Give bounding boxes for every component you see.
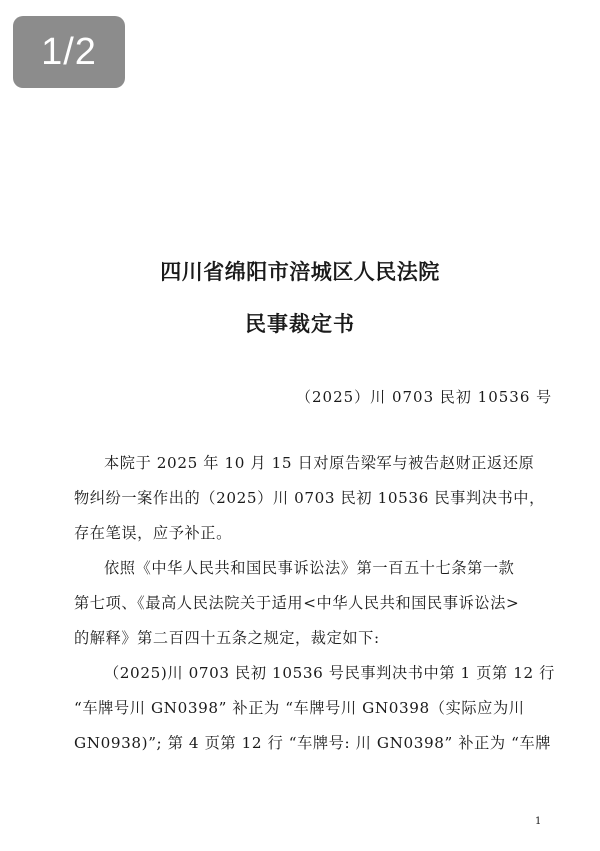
body-line-3: 存在笔误，应予补正。 xyxy=(74,524,232,542)
body-line-9: GN0938)”; 第 4 页第 12 行 “车牌号: 川 GN0398” 补正为 “车牌 xyxy=(74,734,552,752)
court-name-title: 四川省绵阳市涪城区人民法院 xyxy=(160,259,440,284)
body-line-5: 第七项、《最高人民法院关于适用<中华人民共和国民事诉讼法> xyxy=(74,594,520,612)
document-type-title: 民事裁定书 xyxy=(245,311,355,336)
body-line-6: 的解释》第二百四十五条之规定，裁定如下: xyxy=(74,629,380,647)
body-line-4: 依照《中华人民共和国民事诉讼法》第一百五十七条第一款 xyxy=(104,559,515,577)
body-line-7: （2025)川 0703 民初 10536 号民事判决书中第 1 页第 12 行 xyxy=(104,664,555,682)
body-line-2: 物纠纷一案作出的（2025）川 0703 民初 10536 民事判决书中， xyxy=(74,489,545,507)
case-number: （2025）川 0703 民初 10536 号 xyxy=(296,388,553,406)
body-line-1: 本院于 2025 年 10 月 15 日对原告梁军与被告赵财正返还原 xyxy=(104,454,535,472)
page-number: 1 xyxy=(535,816,542,827)
body-line-8: “车牌号川 GN0398” 补正为 “车牌号川 GN0398（实际应为川 xyxy=(74,699,525,717)
page-indicator-badge: 1/2 xyxy=(13,16,125,88)
